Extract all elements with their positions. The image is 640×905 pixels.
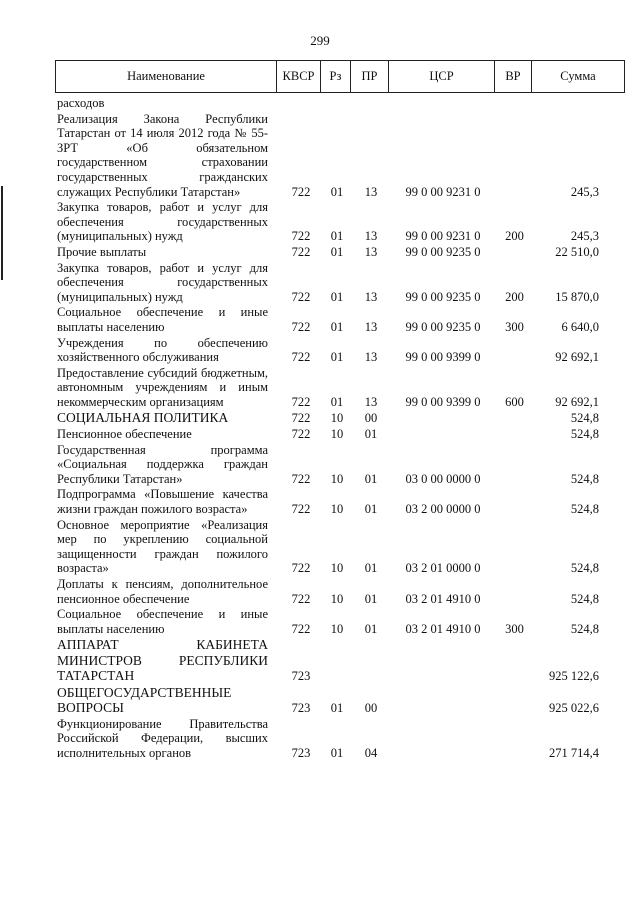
- row-vr: 200: [505, 289, 524, 304]
- row-name: Закупка товаров, работ и услуг для обеспечения государственных (муниципальных) нужд: [57, 260, 268, 304]
- row-kvsr: 722: [291, 229, 311, 244]
- row-rz: 10: [330, 621, 344, 636]
- row-kvsr: 722: [291, 350, 311, 365]
- row-name: ОБЩЕГОСУДАРСТВЕННЫЕ ВОПРОСЫ: [57, 684, 232, 716]
- row-sum: 271 714,4: [549, 745, 599, 760]
- row-kvsr: 722: [291, 621, 311, 636]
- row-csr: 03 2 01 4910 0: [405, 621, 481, 636]
- row-vr: 300: [505, 319, 524, 334]
- row-csr: 99 0 00 9235 0: [405, 319, 481, 334]
- row-name: Социальное обеспечение и иные выплаты населению: [57, 607, 268, 636]
- table-row: [57, 96, 627, 111]
- row-rz: 01: [330, 394, 344, 409]
- row-name: Государственная программа «Социальная поддержка граждан Республики Татарстан»: [57, 442, 268, 486]
- row-csr: 99 0 00 9399 0: [405, 350, 481, 365]
- row-vr: 300: [505, 621, 524, 636]
- row-rz: 01: [330, 184, 344, 199]
- row-pr: 01: [364, 621, 378, 636]
- header-name: Наименование: [56, 61, 277, 92]
- margin-mark: [1, 186, 3, 280]
- row-rz: 01: [330, 745, 344, 760]
- row-name: Учреждения по обеспечению хозяйственного обслуживания: [57, 335, 268, 365]
- table-row: [57, 410, 627, 426]
- row-sum: 92 692,1: [555, 394, 599, 409]
- row-name: Функционирование Правительства Российской Федерации, высших исполнительных органов: [57, 716, 268, 760]
- row-pr: 01: [364, 561, 378, 576]
- row-pr: 13: [364, 244, 378, 259]
- table-row: [57, 427, 627, 442]
- row-csr: 03 2 01 0000 0: [405, 561, 481, 576]
- row-name: Социальное обеспечение и иные выплаты населению: [57, 305, 268, 334]
- row-sum: 524,8: [570, 411, 599, 426]
- row-sum: 15 870,0: [555, 289, 599, 304]
- row-name: Подпрограмма «Повышение качества жизни граждан пожилого возраста»: [57, 487, 268, 516]
- row-name: СОЦИАЛЬНАЯ ПОЛИТИКА: [57, 410, 229, 426]
- table-row: [57, 607, 627, 636]
- row-pr: 13: [364, 229, 378, 244]
- row-rz: 10: [330, 561, 344, 576]
- table-row: [57, 366, 627, 410]
- row-name: Прочие выплаты: [57, 244, 147, 259]
- row-sum: 524,8: [570, 561, 599, 576]
- table-row: [57, 443, 627, 487]
- row-kvsr: 723: [291, 745, 311, 760]
- row-csr: 99 0 00 9399 0: [405, 394, 481, 409]
- row-pr: 01: [364, 426, 378, 441]
- table-row: [57, 685, 627, 716]
- row-rz: 01: [330, 319, 344, 334]
- table-row: [57, 112, 627, 200]
- row-kvsr: 722: [291, 244, 311, 259]
- table-body: [57, 96, 627, 762]
- row-rz: 10: [330, 426, 344, 441]
- row-kvsr: 723: [291, 701, 311, 716]
- row-rz: 01: [330, 289, 344, 304]
- header-csr: ЦСР: [389, 61, 495, 92]
- row-rz: 10: [330, 501, 344, 516]
- row-pr: 13: [364, 350, 378, 365]
- row-name: Реализация Закона Республики Татарстан от 14 июля 2012 года № 55-ЗРТ «Об обязательном государственном страховании государственных гражданских служащих Республики Татарстан»: [57, 111, 268, 199]
- row-pr: 00: [364, 411, 378, 426]
- table-row: [57, 518, 627, 576]
- row-csr: 99 0 00 9235 0: [405, 289, 481, 304]
- table-row: [57, 261, 627, 305]
- row-csr: 03 2 01 4910 0: [405, 591, 481, 606]
- row-name: Основное мероприятие «Реализация мер по укреплению социальной защищенности граждан пожилого возраста»: [57, 517, 268, 576]
- row-rz: 01: [330, 701, 344, 716]
- row-name: расходов: [57, 96, 105, 110]
- header-vr: ВР: [495, 61, 532, 92]
- header-kvsr: КВСР: [277, 61, 321, 92]
- row-kvsr: 722: [291, 184, 311, 199]
- row-kvsr: 723: [291, 669, 311, 684]
- row-rz: 01: [330, 229, 344, 244]
- row-sum: 524,8: [570, 426, 599, 441]
- table-row: [57, 245, 627, 260]
- row-sum: 524,8: [570, 591, 599, 606]
- row-name: Доплаты к пенсиям, дополнительное пенсионное обеспечение: [57, 576, 268, 606]
- row-pr: 13: [364, 319, 378, 334]
- row-csr: 99 0 00 9231 0: [405, 184, 481, 199]
- table-row: [57, 336, 627, 365]
- table-header: [55, 60, 625, 93]
- table-row: [57, 487, 627, 516]
- page-number: 299: [310, 33, 330, 48]
- header-sum: Сумма: [560, 69, 596, 83]
- row-sum: 245,3: [570, 184, 599, 199]
- row-csr: 99 0 00 9235 0: [405, 244, 481, 259]
- row-pr: 00: [364, 701, 378, 716]
- table-row: [57, 305, 627, 334]
- row-sum: 245,3: [570, 229, 599, 244]
- row-pr: 13: [364, 184, 378, 199]
- row-name: Предоставление субсидий бюджетным, автономным учреждениям и иным некоммерческим организациям: [57, 365, 268, 409]
- row-rz: 10: [330, 471, 344, 486]
- header-pr: ПР: [351, 61, 389, 92]
- row-kvsr: 722: [291, 471, 311, 486]
- row-rz: 01: [330, 244, 344, 259]
- row-rz: 10: [330, 591, 344, 606]
- row-kvsr: 722: [291, 394, 311, 409]
- row-sum: 92 692,1: [555, 350, 599, 365]
- row-name: Пенсионное обеспечение: [57, 426, 192, 441]
- row-pr: 01: [364, 471, 378, 486]
- row-kvsr: 722: [291, 319, 311, 334]
- row-sum: 925 122,6: [549, 669, 599, 684]
- table-row: [57, 577, 627, 606]
- row-kvsr: 722: [291, 411, 311, 426]
- table-row: [57, 717, 627, 761]
- row-sum: 524,8: [570, 471, 599, 486]
- row-sum: 524,8: [570, 501, 599, 516]
- row-kvsr: 722: [291, 426, 311, 441]
- row-kvsr: 722: [291, 501, 311, 516]
- row-sum: 524,8: [570, 621, 599, 636]
- row-vr: 200: [505, 229, 524, 244]
- row-csr: 03 2 00 0000 0: [405, 501, 481, 516]
- header-rz: Рз: [321, 61, 351, 92]
- row-rz: 10: [330, 411, 344, 426]
- row-csr: 99 0 00 9231 0: [405, 229, 481, 244]
- row-pr: 04: [364, 745, 378, 760]
- row-vr: 600: [505, 394, 524, 409]
- table-row: [57, 637, 627, 684]
- row-sum: 6 640,0: [561, 319, 599, 334]
- row-kvsr: 722: [291, 289, 311, 304]
- row-pr: 01: [364, 591, 378, 606]
- row-kvsr: 722: [291, 591, 311, 606]
- row-pr: 01: [364, 501, 378, 516]
- row-sum: 925 022,6: [549, 701, 599, 716]
- row-pr: 13: [364, 289, 378, 304]
- row-kvsr: 722: [291, 561, 311, 576]
- row-sum: 22 510,0: [555, 244, 599, 259]
- row-name: Закупка товаров, работ и услуг для обеспечения государственных (муниципальных) нужд: [57, 200, 268, 244]
- row-rz: 01: [330, 350, 344, 365]
- row-pr: 13: [364, 394, 378, 409]
- row-csr: 03 0 00 0000 0: [405, 471, 481, 486]
- table-row: [57, 200, 627, 244]
- row-name: АППАРАТ КАБИНЕТА МИНИСТРОВ РЕСПУБЛИКИ ТАТАРСТАН: [57, 637, 268, 684]
